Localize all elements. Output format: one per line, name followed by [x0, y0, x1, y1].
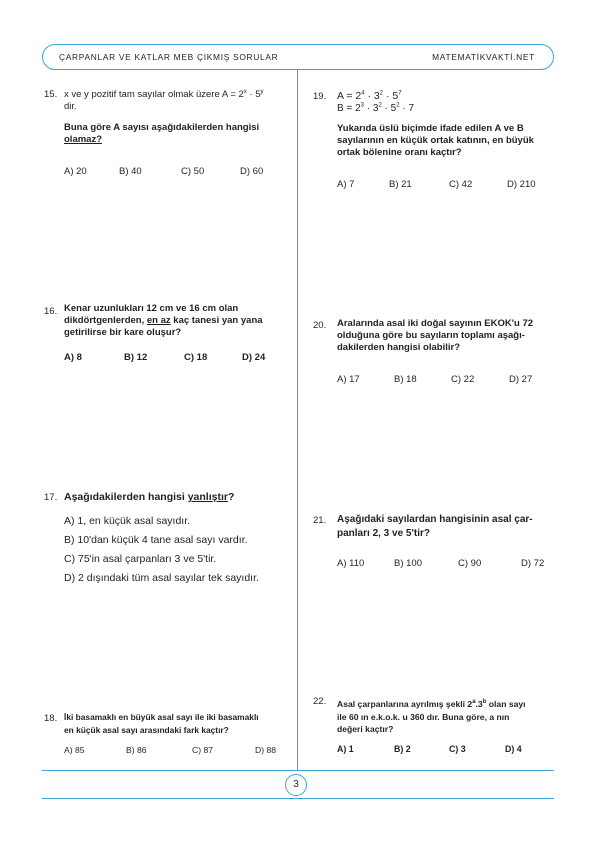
option-d[interactable]: D) 88 — [255, 745, 277, 755]
header-title: ÇARPANLAR VE KATLAR MEB ÇIKMIŞ SORULAR — [59, 52, 279, 62]
question-prompt-cont: olamaz? — [64, 134, 103, 145]
option-a[interactable]: A) 8 — [64, 352, 82, 363]
question-number: 20. — [313, 320, 327, 331]
question-number: 15. — [44, 89, 58, 100]
option-b[interactable]: B) 18 — [394, 374, 417, 385]
option-c[interactable]: C) 90 — [458, 558, 482, 569]
header-website: MATEMATİKVAKTİ.NET — [432, 52, 535, 62]
question-stem: İki basamaklı en büyük asal sayı ile iki basamaklı — [64, 712, 259, 722]
question-stem: Aşağıdaki sayılardan hangisinin asal çar- — [337, 514, 533, 525]
question-stem: x ve y pozitif tam sayılar olmak üzere $A = 2^x \cdot 5^y$ — [64, 88, 264, 100]
option-c[interactable]: C) 42 — [449, 179, 473, 190]
question-stem-cont: olduğuna göre bu sayıların toplamı aşağı- — [337, 330, 525, 341]
option-d[interactable]: D) 72 — [521, 558, 545, 569]
footer-rule-bottom — [42, 798, 554, 799]
question-stem-cont: en küçük asal sayı arasındaki fark kaçtır? — [64, 725, 229, 735]
question-stem-cont: ortak bölenine oranı kaçtır? — [337, 147, 462, 158]
option-d[interactable]: D) 60 — [240, 166, 264, 177]
option-b[interactable]: B) 40 — [119, 166, 142, 177]
option-c[interactable]: C) 75'in asal çarpanları 3 ve 5'tir. — [64, 553, 217, 565]
question-stem: Aralarında asal iki doğal sayının EKOK'u 72 — [337, 318, 534, 329]
option-c[interactable]: C) 18 — [184, 352, 208, 363]
page-header — [42, 44, 554, 70]
option-b[interactable]: B) 21 — [389, 179, 412, 190]
question-stem-cont: dakilerden hangisi olabilir? — [337, 342, 460, 353]
option-b[interactable]: B) 2 — [394, 744, 411, 754]
option-c[interactable]: C) 3 — [449, 744, 466, 754]
question-stem-cont: dir. — [64, 101, 77, 112]
question-stem: Yukarıda üslü biçimde ifade edilen A ve B — [337, 123, 524, 134]
question-stem: Asal çarpanlarına ayrılmış şekli 2$^a$.3$^b$ olan sayı — [337, 699, 526, 709]
option-c[interactable]: C) 22 — [451, 374, 475, 385]
question-number: 22. — [313, 696, 327, 707]
option-b[interactable]: B) 10'dan küçük 4 tane asal sayı vardır. — [64, 534, 248, 546]
option-a[interactable]: A) 1 — [337, 744, 354, 754]
option-a[interactable]: A) 20 — [64, 166, 87, 177]
option-c[interactable]: C) 87 — [192, 745, 214, 755]
expression-b: $B = 2^3 \cdot 3^2 \cdot 5^2 \cdot 7$ — [337, 102, 415, 114]
question-number: 17. — [44, 492, 58, 503]
question-stem-cont: getirilirse bir kare oluşur? — [64, 327, 182, 338]
question-stem-cont: panları 2, 3 ve 5'tir? — [337, 528, 430, 539]
footer-rule — [42, 770, 554, 771]
question-number: 18. — [44, 713, 58, 724]
option-c[interactable]: C) 50 — [181, 166, 205, 177]
option-a[interactable]: A) 85 — [64, 745, 85, 755]
option-d[interactable]: D) 4 — [505, 744, 522, 754]
option-b[interactable]: B) 86 — [126, 745, 147, 755]
option-a[interactable]: A) 1, en küçük asal sayıdır. — [64, 515, 191, 527]
option-a[interactable]: A) 17 — [337, 374, 360, 385]
option-a[interactable]: A) 110 — [337, 558, 365, 569]
question-stem-cont: sayılarının en küçük ortak katının, en büyük — [337, 135, 534, 146]
expression-a: $A = 2^4 \cdot 3^2 \cdot 5^7$ — [337, 90, 402, 102]
option-b[interactable]: B) 100 — [394, 558, 422, 569]
question-number: 16. — [44, 306, 58, 317]
page-number: 3 — [285, 774, 307, 796]
option-d[interactable]: D) 27 — [509, 374, 533, 385]
option-d[interactable]: D) 210 — [507, 179, 536, 190]
question-stem: Aşağıdakilerden hangisi yanlıştır? — [64, 491, 235, 503]
question-stem-cont: değeri kaçtır? — [337, 724, 394, 734]
column-divider — [297, 70, 298, 770]
option-a[interactable]: A) 7 — [337, 179, 355, 190]
question-number: 21. — [313, 515, 327, 526]
option-b[interactable]: B) 12 — [124, 352, 148, 363]
question-stem: Kenar uzunlukları 12 cm ve 16 cm olan — [64, 303, 239, 314]
question-prompt: Buna göre A sayısı aşağıdakilerden hangisi — [64, 122, 260, 133]
question-stem-cont: ile 60 ın e.k.o.k. u 360 dır. Buna göre, a nın — [337, 712, 510, 722]
question-number: 19. — [313, 91, 327, 102]
option-d[interactable]: D) 24 — [242, 352, 266, 363]
option-d[interactable]: D) 2 dışındaki tüm asal sayılar tek sayıdır. — [64, 572, 259, 584]
question-stem-cont: dikdörtgenlerden, en az kaç tanesi yan yana — [64, 315, 263, 326]
